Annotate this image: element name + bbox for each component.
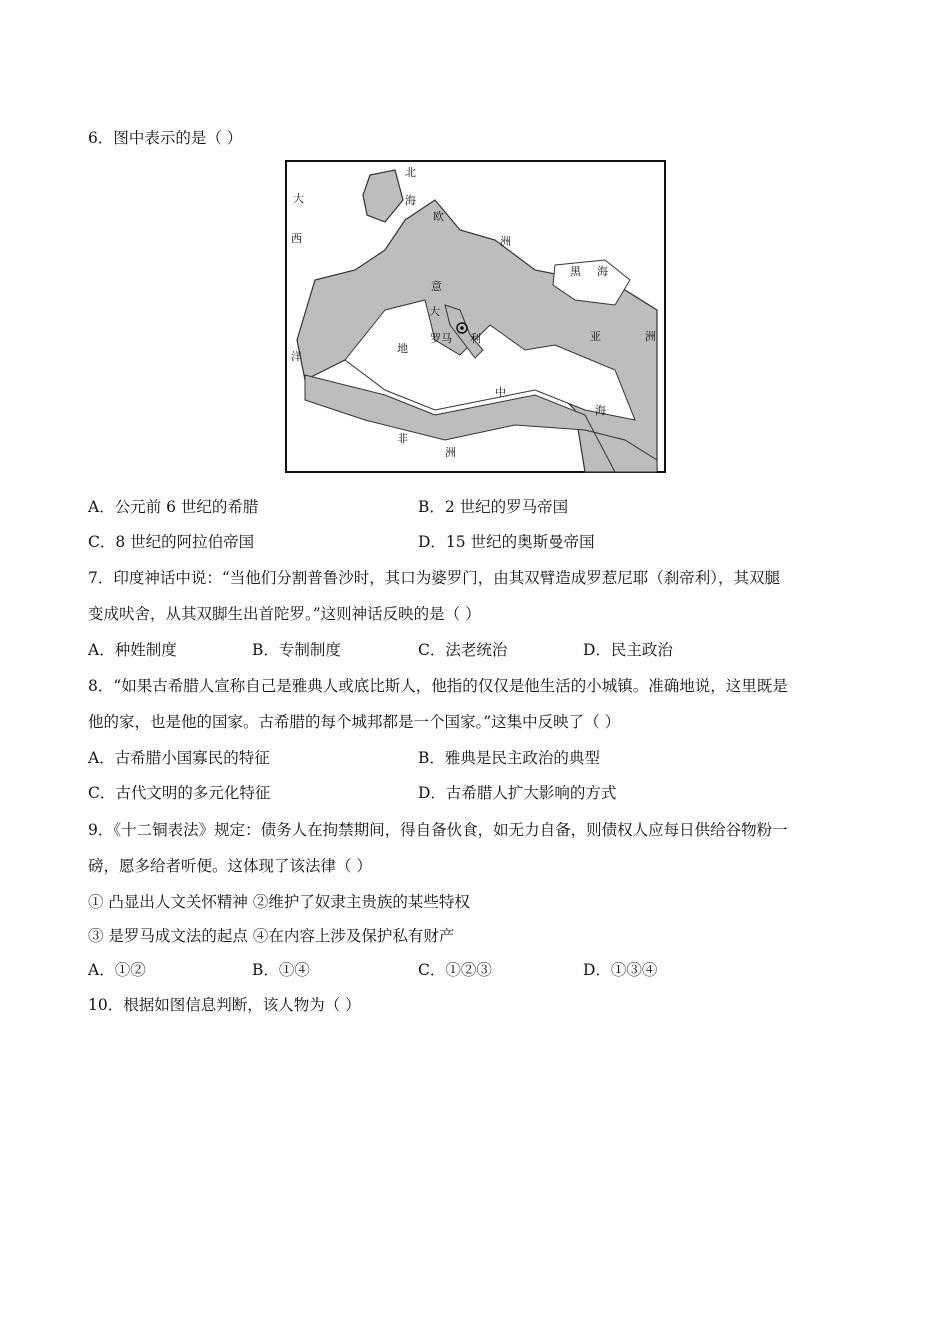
q7-option-d[interactable]: D．民主政治 <box>583 641 673 659</box>
q9-items-row1: ① 凸显出人文关怀精神 ②维护了奴隶主贵族的某些特权 <box>88 893 470 911</box>
q8-stem-line1: 8．“如果古希腊人宣称自己是雅典人或底比斯人，他指的仅仅是他生活的小城镇。准确地说，这里既是 <box>88 677 788 695</box>
map-label-yang: 洋 <box>291 350 302 363</box>
map-label-zhou-asia: 洲 <box>645 330 656 343</box>
q7-stem-line2: 变成吠舍，从其双脚生出首陀罗。”这则神话反映的是（ ） <box>88 605 481 623</box>
q6-option-b[interactable]: B．2 世纪的罗马帝国 <box>418 498 569 516</box>
map-label-zhou-africa: 洲 <box>445 446 456 459</box>
map-label-yi: 意 <box>431 280 442 293</box>
q6-option-a[interactable]: A．公元前 6 世纪的希腊 <box>88 498 259 516</box>
map-label-ya: 亚 <box>590 330 601 343</box>
q7-option-b[interactable]: B．专制制度 <box>252 641 341 659</box>
q10-stem: 10．根据如图信息判断，该人物为（ ） <box>88 996 361 1014</box>
q6-option-c[interactable]: C．8 世纪的阿拉伯帝国 <box>88 533 255 551</box>
map-label-li: 利 <box>470 332 481 345</box>
q9-stem-line2: 磅，愿多给者听便。这体现了该法律（ ） <box>88 857 372 875</box>
q6-option-d[interactable]: D．15 世纪的奥斯曼帝国 <box>418 533 595 551</box>
q9-option-c[interactable]: C．①②③ <box>418 961 492 979</box>
q8-option-c[interactable]: C．古代文明的多元化特征 <box>88 784 271 802</box>
q6-stem: 6．图中表示的是（ ） <box>88 129 243 147</box>
map-label-hai-med: 海 <box>595 404 606 417</box>
map-label-fei: 非 <box>397 432 408 445</box>
map-label-bei: 北 <box>405 166 416 179</box>
q9-option-b[interactable]: B．①④ <box>252 961 310 979</box>
map-label-rome: 罗马 <box>430 332 452 345</box>
map-label-hei: 黑 <box>570 265 581 278</box>
q7-option-c[interactable]: C．法老统治 <box>418 641 508 659</box>
q9-stem-line1: 9．《十二铜表法》规定：债务人在拘禁期间，得自备伙食，如无力自备，则债权人应每日供给谷物粉一 <box>88 821 788 839</box>
roman-empire-map <box>285 160 666 473</box>
q8-option-b[interactable]: B．雅典是民主政治的典型 <box>418 749 600 767</box>
q8-option-d[interactable]: D．古希腊人扩大影响的方式 <box>418 784 617 802</box>
q7-option-a[interactable]: A．种姓制度 <box>88 641 177 659</box>
map-label-zhong: 中 <box>495 386 506 399</box>
map-label-di: 地 <box>397 342 408 355</box>
q8-stem-line2: 他的家，也是他的国家。古希腊的每个城邦都是一个国家。”这集中反映了（ ） <box>88 713 621 731</box>
q9-option-a[interactable]: A．①② <box>88 961 146 979</box>
q9-option-d[interactable]: D．①③④ <box>583 961 658 979</box>
map-label-hai-north: 海 <box>405 194 416 207</box>
q9-items-row2: ③ 是罗马成文法的起点 ④在内容上涉及保护私有财产 <box>88 927 455 945</box>
map-label-hai-black: 海 <box>597 265 608 278</box>
q7-stem-line1: 7．印度神话中说：“当他们分割普鲁沙时，其口为婆罗门，由其双臂造成罗惹尼耶（刹帝利），其双腿 <box>88 569 781 587</box>
map-label-ou: 欧 <box>433 210 444 223</box>
map-label-xi: 西 <box>291 232 302 245</box>
map-label-da: 大 <box>293 192 304 205</box>
map-label-da2: 大 <box>429 305 440 318</box>
map-label-zhou-europe: 洲 <box>500 235 511 248</box>
q8-option-a[interactable]: A．古希腊小国寡民的特征 <box>88 749 270 767</box>
